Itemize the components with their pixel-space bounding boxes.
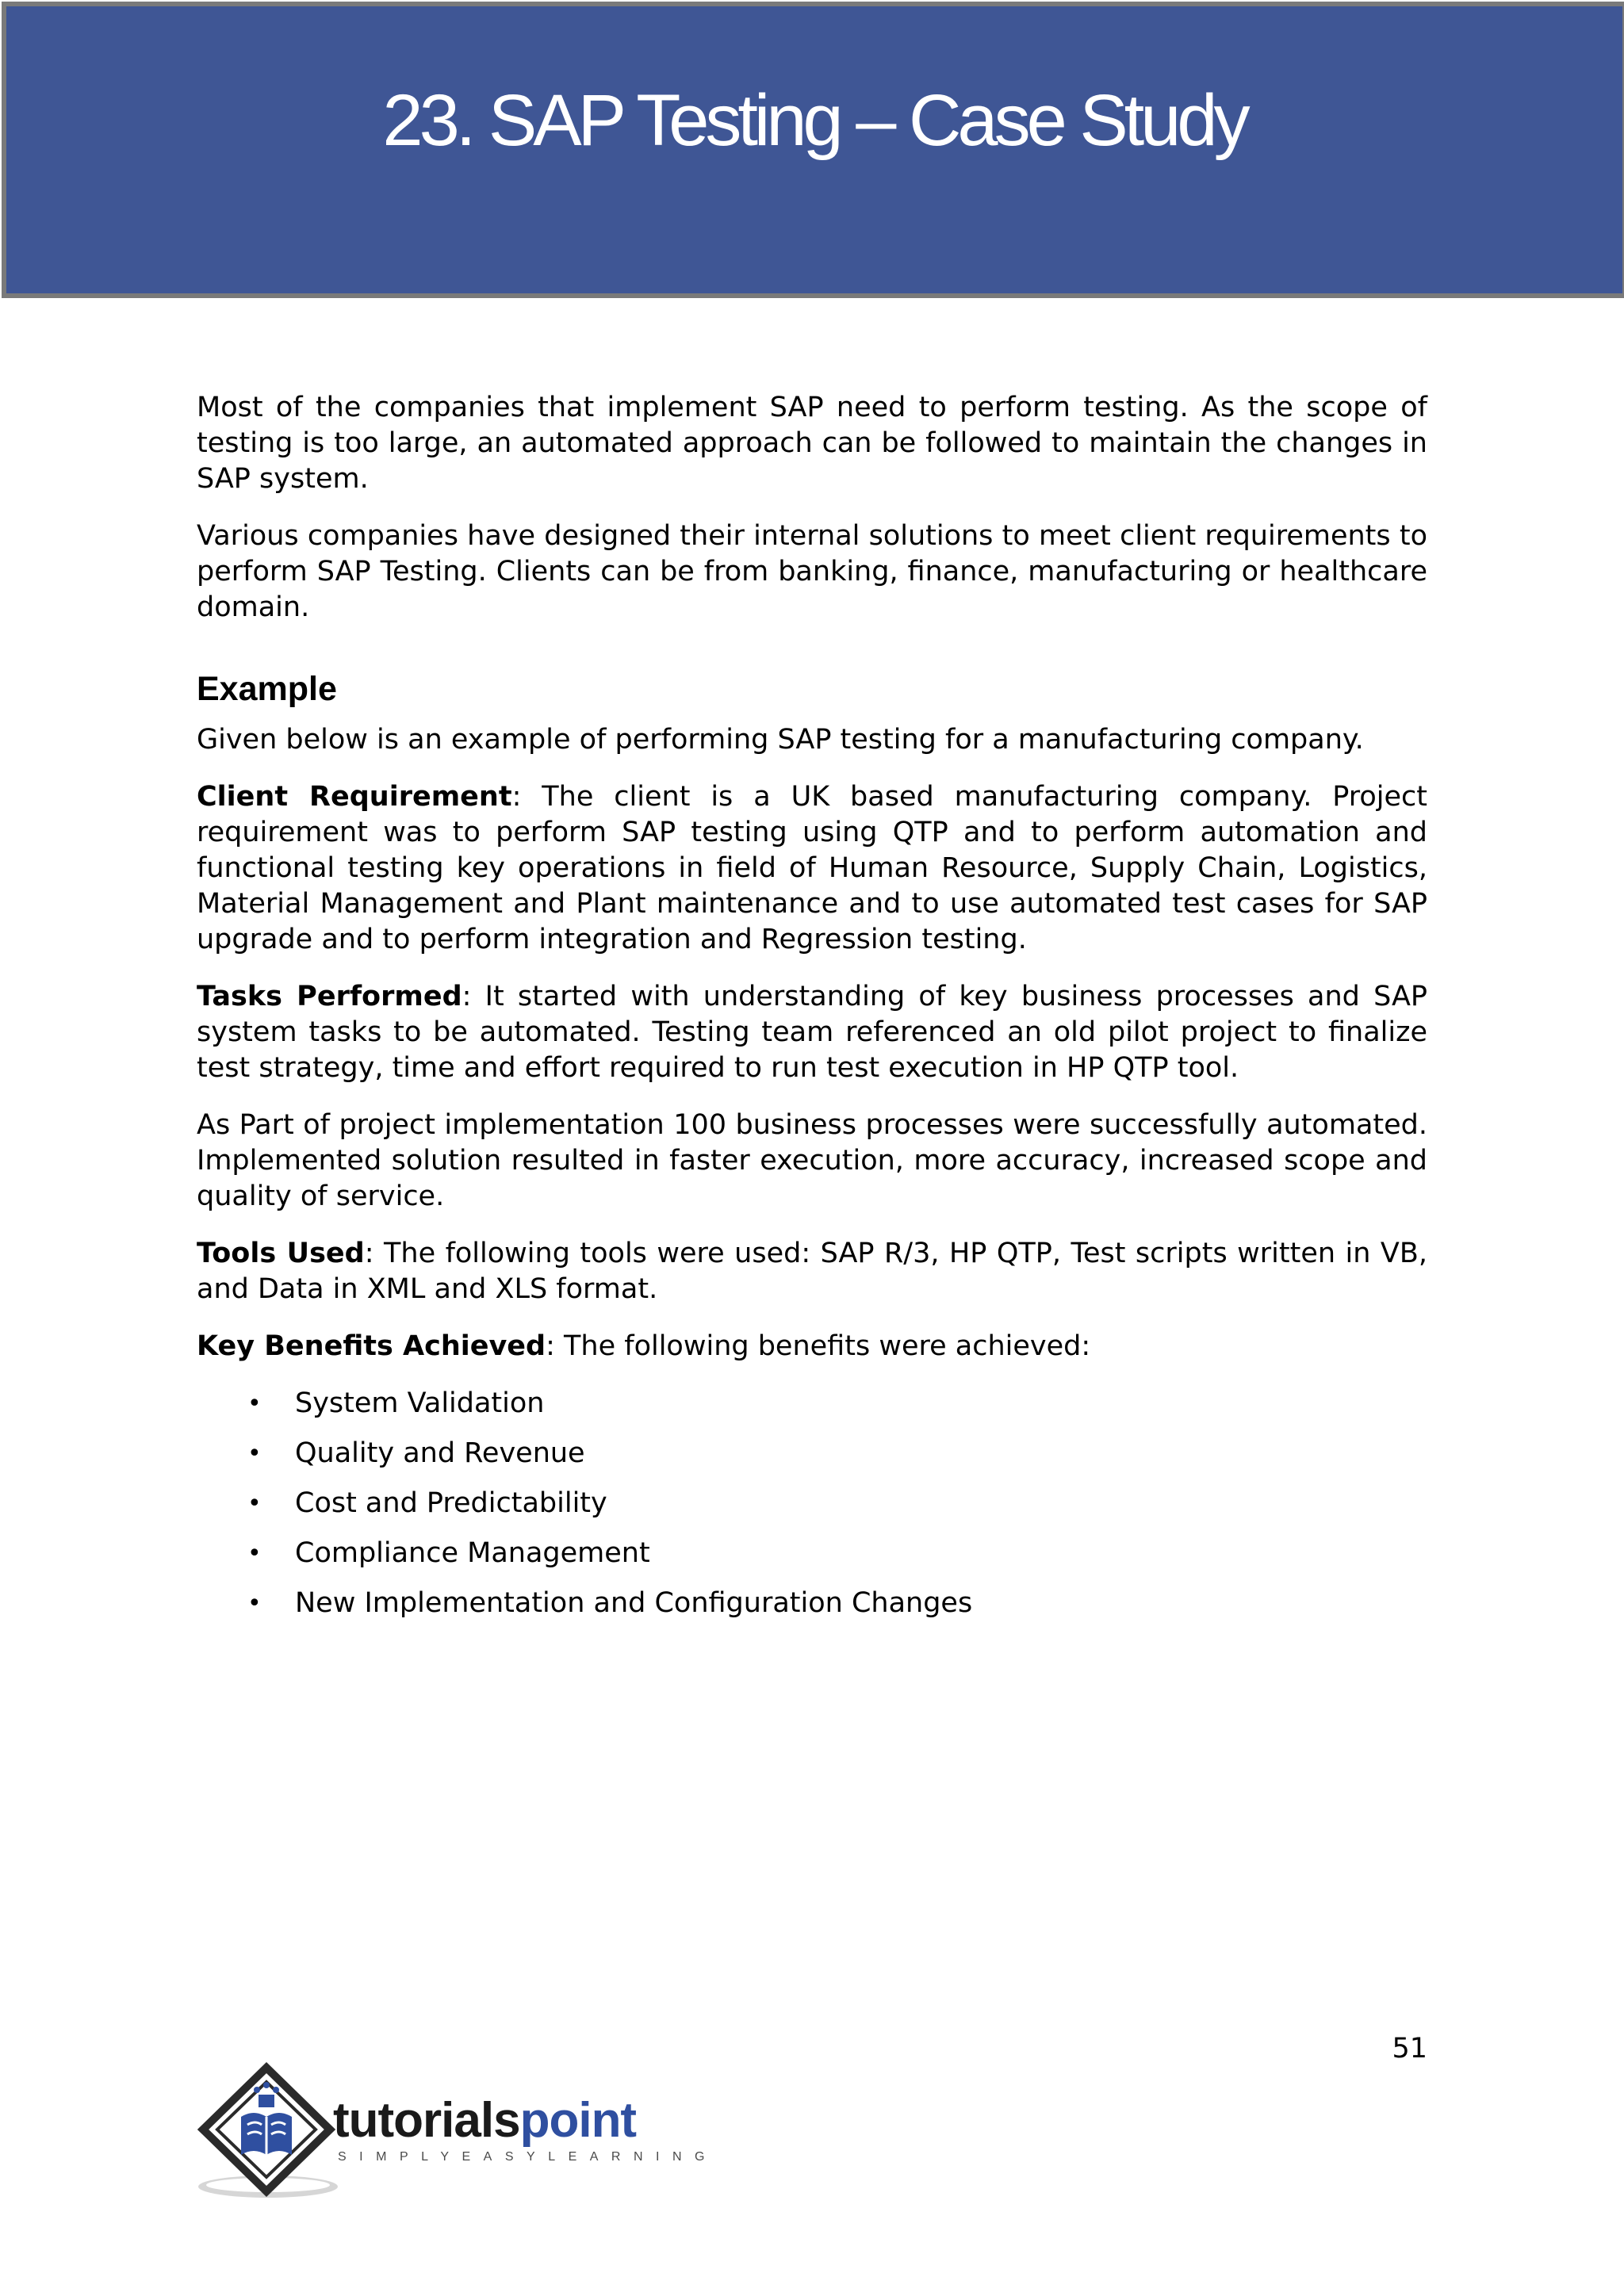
- intro-paragraph-1: Most of the companies that implement SAP need to perform testing. As the scope of testing is too large, an automated approach can be followed to maintain the changes in SAP system.: [197, 392, 1427, 495]
- example-lead-paragraph: Given below is an example of performing SAP testing for a manufacturing company.: [197, 724, 1364, 756]
- key-benefits-label: Key Benefits Achieved: [197, 1330, 546, 1362]
- bullet-icon: •: [247, 1390, 262, 1418]
- implementation-paragraph: As Part of project implementation 100 business processes were successfully automated. Implemented solution resulted in faster execution, more accuracy, increased scope and quality of service.: [197, 1109, 1427, 1212]
- key-benefits-text: : The following benefits were achieved:: [546, 1330, 1091, 1362]
- logo-tagline: SIMPLYEASYLEARNING: [338, 2150, 718, 2164]
- bullet-icon: •: [247, 1540, 262, 1567]
- logo-wordmark: tutorialspoint: [333, 2093, 637, 2148]
- list-item-text: Compliance Management: [295, 1537, 650, 1569]
- tasks-performed-text: : It started with understanding of key business processes and SAP system tasks to be automated. Testing team referenced an old pilot project to finalize test strategy, time and effort required to run test execution in HP QTP tool.: [197, 981, 1428, 1084]
- key-benefits-paragraph: [197, 1329, 1427, 1364]
- client-requirement-label: Client Requirement: [197, 781, 512, 813]
- list-item: [197, 1436, 1427, 1471]
- list-item: [197, 1536, 1427, 1571]
- section-heading-example: Example: [197, 670, 337, 708]
- list-item: [197, 1586, 1427, 1621]
- client-requirement-paragraph: [197, 779, 1427, 958]
- bullet-icon: •: [247, 1490, 262, 1517]
- list-item: [197, 1386, 1427, 1422]
- bullet-icon: •: [247, 1590, 262, 1617]
- page-number: 51: [1392, 2033, 1427, 2064]
- list-item-text: Cost and Predictability: [295, 1487, 607, 1519]
- tools-used-paragraph: [197, 1236, 1427, 1307]
- page-content: [197, 390, 1427, 1636]
- logo-emblem-icon: [195, 2061, 338, 2204]
- list-item-text: New Implementation and Configuration Changes: [295, 1587, 973, 1619]
- tools-used-text: : The following tools were used: SAP R/3, HP QTP, Test scripts written in VB, and Data in XML and XLS format.: [197, 1238, 1427, 1305]
- tasks-performed-label: Tasks Performed: [197, 981, 462, 1012]
- list-item-text: System Validation: [295, 1387, 545, 1419]
- chapter-banner: [2, 2, 1624, 298]
- key-benefits-list: [197, 1386, 1427, 1621]
- list-item-text: Quality and Revenue: [295, 1437, 585, 1469]
- client-requirement-text: : The client is a UK based manufacturing company. Project requirement was to perform SAP testing using QTP and to perform automation and functional testing key operations in field of Human Resource, Supply Chain, Logistics, Material Management and Plant maintenance and to use automated test cases for SAP upgrade and to perform integration and Regression testing.: [197, 781, 1427, 955]
- tasks-performed-paragraph: [197, 979, 1427, 1086]
- tutorialspoint-logo: [195, 2061, 718, 2204]
- intro-paragraph-2: Various companies have designed their internal solutions to meet client requirements to perform SAP Testing. Clients can be from banking, finance, manufacturing or healthcare domain.: [197, 520, 1427, 623]
- list-item: [197, 1486, 1427, 1521]
- chapter-title: 23. SAP Testing – Case Study: [382, 80, 1247, 161]
- tools-used-label: Tools Used: [197, 1238, 365, 1269]
- bullet-icon: •: [247, 1440, 262, 1468]
